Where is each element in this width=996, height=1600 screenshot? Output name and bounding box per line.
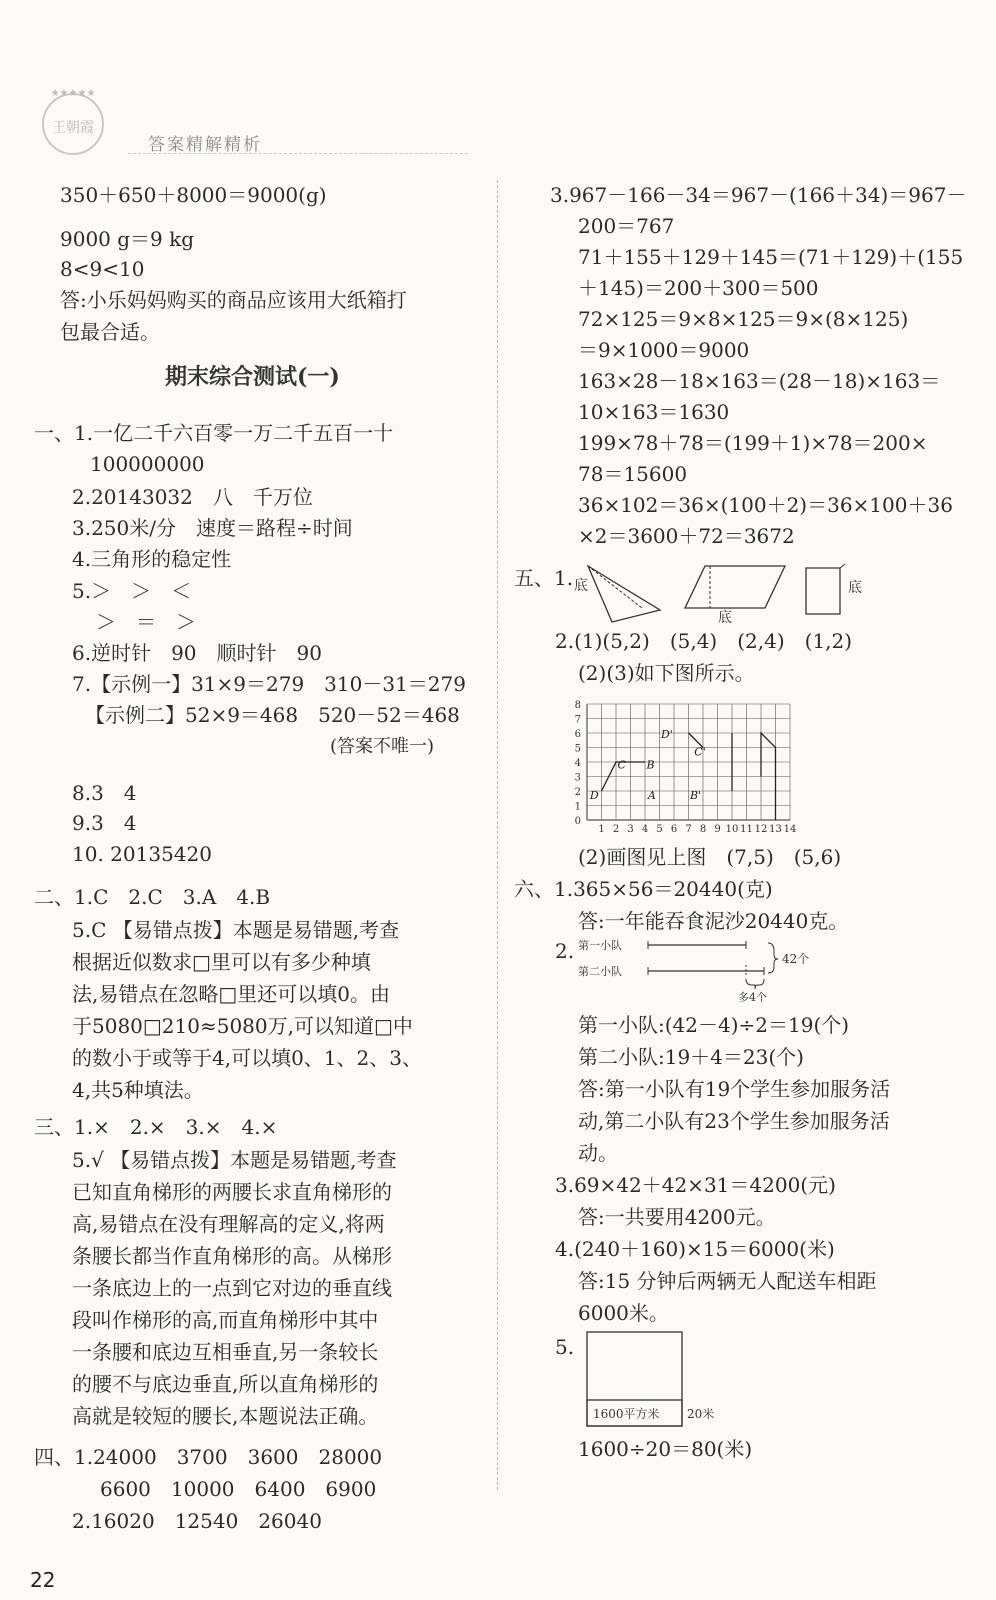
- calc-line: ×2＝3600＋72＝3672: [578, 524, 795, 548]
- question-number: 5.: [555, 1335, 575, 1359]
- row1-label: 第一小队: [578, 939, 622, 952]
- answer-line: 2.16020 12540 26040: [72, 1509, 322, 1533]
- y-tick-label: 4: [574, 758, 581, 769]
- answer-line: 三、1.× 2.× 3.× 4.×: [34, 1115, 278, 1139]
- answer-line: 法,易错点在忽略□里还可以填0。由: [72, 982, 390, 1006]
- triangle-height-line: [588, 566, 642, 608]
- point-label: A: [647, 789, 656, 803]
- intro-line: 答:小乐妈妈购买的商品应该用大纸箱打: [60, 288, 407, 312]
- x-tick-label: 6: [670, 824, 678, 835]
- calc-line: ＝9×1000＝9000: [578, 338, 750, 362]
- answer-line: 4.(240＋160)×15＝6000(米): [555, 1237, 835, 1261]
- extra-label: 多4个: [738, 991, 767, 1004]
- answer-line: 6.逆时针 90 顺时针 90: [72, 641, 322, 665]
- answer-line: 1600÷20＝80(米): [578, 1437, 753, 1461]
- question-number: 2.: [555, 939, 575, 963]
- publisher-logo: [18, 82, 128, 162]
- svg-text:王朝霞: 王朝霞: [52, 120, 94, 136]
- answer-line: 【示例二】52×9＝468 520－52＝468: [85, 703, 460, 727]
- x-tick-label: 4: [641, 824, 649, 835]
- y-tick-label: 6: [574, 729, 581, 740]
- answer-line: 高,易错点在没有理解高的定义,将两: [72, 1212, 385, 1236]
- answer-line: 高就是较短的腰长,本题说法正确。: [72, 1404, 379, 1428]
- answer-line: 四、1.24000 3700 3600 28000: [34, 1445, 383, 1469]
- calc-line: 36×102＝36×(100＋2)＝36×100＋36: [578, 493, 953, 517]
- x-tick-label: 11: [740, 824, 753, 835]
- intro-line: 350＋650＋8000＝9000(g): [60, 183, 327, 207]
- answer-line: 10. 20135420: [72, 842, 212, 866]
- x-tick-label: 7: [685, 824, 692, 835]
- x-tick-label: 5: [656, 824, 663, 835]
- column-divider: [497, 180, 498, 1490]
- answer-line: 一、1.一亿二千六百零一万二千五百一十: [34, 421, 394, 445]
- x-tick-label: 3: [627, 824, 634, 835]
- page-number: 22: [30, 1568, 56, 1592]
- answer-line: 3.250米/分 速度＝路程÷时间: [72, 516, 353, 540]
- intro-line: 9000 g＝9 kg: [60, 227, 195, 251]
- x-tick-label: 2: [612, 824, 620, 835]
- parallelogram-base-label: 底: [718, 610, 732, 626]
- answer-line: 3.69×42＋42×31＝4200(元): [555, 1173, 836, 1197]
- y-tick-label: 5: [574, 743, 581, 755]
- intro-line: 8<9<10: [60, 257, 145, 281]
- answer-line: 5.＞ ＞ ＜: [72, 579, 192, 603]
- calc-line: 3.967－166－34＝967－(166＋34)＝967－: [550, 183, 967, 207]
- calc-line: 10×163＝1630: [578, 400, 730, 424]
- x-tick-label: 12: [754, 824, 768, 835]
- point-label: D: [589, 789, 599, 803]
- svg-text:★★★★★: ★★★★★: [50, 88, 96, 99]
- answer-line: 2.20143032 八 千万位: [72, 485, 313, 509]
- answer-line: 答:一共要用4200元。: [578, 1205, 776, 1229]
- y-tick-label: 3: [574, 772, 581, 784]
- point-label: C: [617, 758, 626, 772]
- answer-line: 4.三角形的稳定性: [72, 547, 232, 571]
- area-label: 1600平方米: [593, 1407, 660, 1421]
- y-tick-label: 1: [574, 801, 581, 813]
- total-label: 42个: [782, 952, 810, 966]
- point-label: D': [660, 728, 673, 742]
- x-tick-label: 1: [598, 824, 605, 835]
- coordinate-grid: [565, 692, 815, 842]
- point-label: B: [646, 758, 655, 772]
- answer-line: 5.√ 【易错点拨】本题是易错题,考查: [72, 1148, 397, 1172]
- x-tick-label: 13: [769, 824, 782, 835]
- answer-line: 一条底边上的一点到它对边的垂直线: [72, 1276, 392, 1300]
- answer-note: (答案不唯一): [330, 736, 435, 757]
- answer-line: 五、1.: [514, 566, 574, 590]
- answer-line: 8.3 4: [72, 781, 137, 805]
- x-tick-label: 14: [783, 824, 797, 835]
- x-tick-label: 8: [699, 824, 707, 835]
- extra-brace: [746, 979, 764, 989]
- answer-line: 7.【示例一】31×9＝279 310－31＝279: [72, 672, 466, 696]
- parallelogram-shape: [685, 566, 785, 608]
- point-label: C': [694, 745, 706, 759]
- rectangle-diagram: [585, 1330, 745, 1430]
- width-label: 20米: [687, 1407, 715, 1421]
- answer-line: ＞ ＝ ＞: [96, 610, 196, 634]
- answer-line: 一条腰和底边互相垂直,另一条较长: [72, 1340, 379, 1364]
- total-brace: [768, 943, 778, 973]
- answer-line: 的腰不与底边垂直,所以直角梯形的: [72, 1372, 379, 1396]
- answer-line: 9.3 4: [72, 811, 137, 835]
- calc-line: 78＝15600: [578, 462, 688, 486]
- answer-line: (2)(3)如下图所示。: [578, 661, 755, 685]
- point-label: B': [689, 789, 702, 803]
- answer-line: 于5080□210≈5080万,可以知道□中: [72, 1014, 413, 1038]
- calc-line: 71＋155＋129＋145＝(71＋129)＋(155: [578, 245, 964, 269]
- calc-line: 163×28－18×163＝(28－18)×163＝: [578, 369, 941, 393]
- y-tick-label: 7: [574, 714, 581, 726]
- answer-line: 已知直角梯形的两腰长求直角梯形的: [72, 1180, 392, 1204]
- trapezoid-shape: [806, 568, 840, 614]
- trapezoid-top-edge: [840, 564, 845, 568]
- triangle-base-label: 底: [574, 578, 588, 594]
- answer-line: 段叫作梯形的高,而直角梯形中其中: [72, 1308, 379, 1332]
- intro-line: 包最合适。: [60, 320, 160, 344]
- answer-line: 的数小于或等于4,可以填0、1、2、3、: [72, 1046, 422, 1070]
- answer-line: 动。: [578, 1141, 618, 1165]
- header-divider: [128, 153, 468, 154]
- answer-line: 6600 10000 6400 6900: [100, 1477, 377, 1501]
- answer-line: 第一小队:(42－4)÷2＝19(个): [578, 1013, 850, 1037]
- header-title: 答案精解精析: [148, 135, 262, 155]
- answer-line: 4,共5种填法。: [72, 1078, 204, 1102]
- answer-line: 动,第二小队有23个学生参加服务活: [578, 1109, 890, 1133]
- answer-line: 答:15 分钟后两辆无人配送车相距: [578, 1269, 877, 1293]
- calc-line: 72×125＝9×8×125＝9×(8×125): [578, 307, 909, 331]
- bar-diagram: [578, 935, 838, 1005]
- answer-line: 答:一年能吞食泥沙20440克。: [578, 909, 849, 933]
- answer-line: 100000000: [90, 452, 205, 476]
- x-tick-label: 9: [714, 824, 721, 835]
- trapezoid-base-label: 底: [848, 580, 862, 596]
- y-tick-label: 2: [574, 787, 581, 798]
- x-tick-label: 10: [725, 824, 739, 835]
- y-tick-label: 0: [574, 816, 581, 827]
- calc-line: 199×78＋78＝(199＋1)×78＝200×: [578, 431, 928, 455]
- answer-line: 2.(1)(5,2) (5,4) (2,4) (1,2): [555, 629, 853, 653]
- answer-line: 根据近似数求□里可以有多少种填: [72, 950, 371, 974]
- heights-figure: [570, 558, 890, 628]
- answer-line: 第二小队:19＋4＝23(个): [578, 1045, 804, 1069]
- section-title: 期末综合测试(一): [165, 364, 340, 390]
- answer-line: 答:第一小队有19个学生参加服务活: [578, 1077, 891, 1101]
- y-tick-label: 8: [574, 700, 581, 711]
- answer-line: (2)画图见上图 (7,5) (5,6): [578, 845, 842, 869]
- answer-line: 条腰长都当作直角梯形的高。从梯形: [72, 1244, 392, 1268]
- answer-line: 二、1.C 2.C 3.A 4.B: [34, 885, 271, 909]
- answer-line: 六、1.365×56＝20440(克): [514, 877, 773, 901]
- calc-line: ＋145)＝200＋300＝500: [578, 276, 819, 300]
- row2-label: 第二小队: [578, 965, 622, 978]
- answer-line: 5.C 【易错点拨】本题是易错题,考查: [72, 918, 400, 942]
- calc-line: 200＝767: [578, 214, 675, 238]
- answer-line: 6000米。: [578, 1301, 669, 1325]
